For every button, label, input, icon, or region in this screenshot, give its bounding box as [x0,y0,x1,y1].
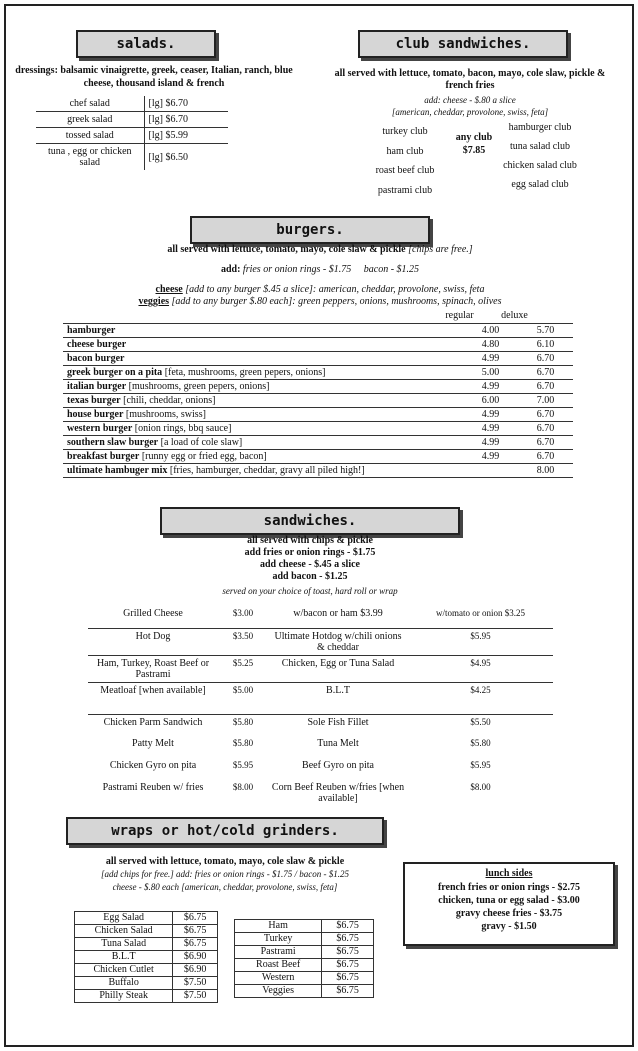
sandwich-cell: $5.80 [232,738,254,748]
salads-table [36,96,228,170]
burgers-served-text: all served with lettuce, tomato, mayo, cole slaw & pickle [167,244,406,255]
club-any-label: any club [455,132,493,143]
wrap-price: $6.75 [173,925,218,938]
burger-row [63,338,573,352]
wrap-name: Tuna Salad [75,938,173,951]
wrap-row [235,985,374,998]
wrap-name: Roast Beef [235,959,322,972]
lunch-sides-box [403,862,615,946]
wraps-served: all served with lettuce, tomato, mayo, cole slaw & pickle [105,856,345,867]
sandwich-cell: Tuna Melt [317,738,359,749]
burger-name: southern slaw burger [67,437,159,448]
sandwich-info-line: add bacon - $1.25 [272,571,348,582]
burger-deluxe: 6.70 [536,353,555,364]
burger-note: [runny egg or fried egg, bacon] [141,451,267,462]
burger-note: [mushrooms, swiss] [125,409,206,420]
burger-note: [fries, hamburger, cheddar, gravy all piled high!] [169,465,365,476]
wrap-name: Ham [235,920,322,933]
burger-name-cell [63,436,463,450]
salad-price: $6.70 [165,114,188,125]
burger-regular: 4.00 [481,325,500,336]
burger-name-cell [63,380,463,394]
sandwich-row [88,682,553,714]
burger-row [63,366,573,380]
salad-size: [lg] [148,151,163,163]
burger-name-cell [63,338,463,352]
sandwich-info-line: add cheese - $.45 a slice [260,559,360,570]
wrap-row [75,990,218,1003]
lunch-sides-list [405,881,613,933]
wrap-price: $6.75 [322,972,374,985]
burger-name: texas burger [67,395,121,406]
sandwich-row [88,736,553,758]
sandwiches-table [88,606,553,806]
club-cheese-list: [american, cheddar, provolone, swiss, feta] [391,107,549,117]
sandwich-cell: $5.25 [232,657,254,668]
sandwich-info-line: add fries or onion rings - $1.75 [244,547,376,558]
sandwich-row [88,714,553,736]
sandwich-cell: B.L.T [326,684,350,696]
burger-regular: 4.99 [481,423,500,434]
wrap-price: $6.90 [173,951,218,964]
club-item: turkey club [382,126,428,137]
club-item: chicken salad club [503,160,577,171]
burger-name-cell [63,450,463,464]
burger-row [63,324,573,338]
burger-row [63,450,573,464]
burgers-col-deluxe: deluxe [501,310,528,321]
burger-row [63,380,573,394]
burger-name: cheese burger [67,339,127,350]
burger-name: hamburger [67,325,116,336]
burger-name: greek burger on a pita [67,367,163,378]
burger-name-cell [63,408,463,422]
wrap-name: Philly Steak [75,990,173,1003]
salad-name: chef salad [69,98,110,109]
burgers-cheese-label: cheese [155,284,183,295]
burgers-table [63,323,573,478]
burger-note: [a load of cole slaw] [160,437,243,448]
burger-regular: 6.00 [481,395,500,406]
salad-row [36,112,228,128]
club-any-price: $7.85 [462,145,486,156]
wrap-name: Chicken Salad [75,925,173,938]
burger-deluxe: 6.70 [536,451,555,462]
sandwich-cell: $5.80 [232,716,254,727]
sandwich-cell: Grilled Cheese [123,608,183,619]
salad-row [36,96,228,112]
wrap-name: Chicken Cutlet [75,964,173,977]
wrap-name: Pastrami [235,946,322,959]
sandwich-cell: Hot Dog [135,630,171,642]
salad-size-price [144,112,228,128]
wrap-price: $6.75 [322,985,374,998]
salad-row [36,128,228,144]
burgers-veggies-line [60,296,580,307]
sandwich-cell: Ultimate Hotdog w/chili onions & cheddar [274,630,402,653]
salad-size-price [144,96,228,112]
burgers-cheese-text: [add to any burger $.45 a slice]: american, cheddar, provolone, swiss, feta [185,284,485,295]
lunch-side-item: gravy cheese fries - $3.75 [455,908,563,919]
club-header: club sandwiches. [358,30,568,58]
sandwich-row [88,758,553,780]
club-add-cheese: add: cheese - $.80 a slice [424,95,516,105]
burger-deluxe: 6.70 [536,367,555,378]
salad-name: tossed salad [65,130,114,141]
wrap-name: Veggies [235,985,322,998]
wrap-price: $6.90 [173,964,218,977]
burger-row [63,394,573,408]
burger-name-cell [63,464,463,478]
sandwich-cell: $5.50 [470,716,491,727]
burgers-add-line [60,264,580,275]
burger-name: bacon burger [67,353,125,364]
wrap-name: Turkey [235,933,322,946]
club-item: ham club [386,145,424,157]
wrap-name: B.L.T [75,951,173,964]
sandwich-cell: $5.80 [470,738,491,748]
burger-regular: 4.99 [481,409,500,420]
wraps-header: wraps or hot/cold grinders. [66,817,384,845]
burger-regular: 4.99 [481,353,500,364]
wrap-name: Western [235,972,322,985]
salad-price: $5.99 [165,130,188,141]
wrap-price: $6.75 [173,938,218,951]
burger-regular [463,464,518,478]
burger-name: western burger [67,423,133,434]
sandwich-cell: Patty Melt [132,738,174,749]
salad-name: greek salad [67,114,113,125]
burgers-header: burgers. [190,216,430,244]
wrap-name: Egg Salad [75,912,173,925]
sandwich-cell: w/bacon or ham $3.99 [293,608,383,619]
wrap-price: $6.75 [322,920,374,933]
wrap-row [75,964,218,977]
sandwich-cell: Corn Beef Reuben w/fries [when available] [271,782,405,804]
sandwich-cell: Beef Gyro on pita [302,760,374,771]
salad-size-price [144,128,228,144]
burger-note: [feta, mushrooms, green pepers, onions] [164,367,326,378]
lunch-side-item: chicken, tuna or egg salad - $3.00 [438,895,580,906]
sandwich-row [88,628,553,655]
wrap-price: $6.75 [322,959,374,972]
burger-deluxe: 5.70 [536,325,555,336]
burger-row [63,352,573,366]
salads-header: salads. [76,30,216,58]
wrap-price: $7.50 [173,977,218,990]
burger-name: italian burger [67,381,127,392]
wrap-row [235,972,374,985]
burger-deluxe: 6.10 [536,339,555,350]
wrap-row [75,912,218,925]
salad-name: tuna , egg or chicken salad [47,146,132,168]
wraps-cheese: cheese - $.80 each [american, cheddar, provolone, swiss, feta] [112,882,338,892]
sandwich-cell: $5.95 [470,630,491,641]
sandwiches-note: served on your choice of toast, hard roll or wrap [222,586,398,596]
lunch-sides-title: lunch sides [485,868,533,879]
burger-note: [chili, cheddar, onions] [123,395,216,406]
salad-price: $6.70 [165,98,188,109]
wrap-row [235,920,374,933]
wrap-row [75,951,218,964]
burger-row [63,464,573,478]
burger-name-cell [63,324,463,338]
burgers-cheese-line [60,284,580,295]
salad-size: [lg] [148,98,163,109]
wrap-row [235,946,374,959]
salad-size: [lg] [148,114,163,125]
salad-row [36,144,228,171]
sandwich-row [88,606,553,628]
burger-deluxe: 6.70 [536,409,555,420]
sandwich-cell: $4.95 [470,657,491,668]
sandwich-cell: $8.00 [470,782,491,792]
sandwich-row [88,780,553,806]
burgers-served [60,244,580,255]
wrap-row [235,933,374,946]
burger-name-cell [63,394,463,408]
lunch-side-item: gravy - $1.50 [481,921,537,932]
wrap-price: $7.50 [173,990,218,1003]
burger-row [63,422,573,436]
burger-regular: 5.00 [481,367,500,378]
burger-name-cell [63,352,463,366]
wrap-price: $6.75 [322,946,374,959]
burger-row [63,436,573,450]
sandwich-cell: $4.25 [470,684,491,695]
salad-size-price [144,144,228,171]
sandwich-cell: Chicken, Egg or Tuna Salad [281,657,395,669]
burger-deluxe: 8.00 [536,465,555,476]
wrap-price: $6.75 [173,912,218,925]
salads-dressings: dressings: balsamic vinaigrette, greek, ceaser, Italian, ranch, blue cheese, thousand island & french [15,65,293,89]
burger-regular: 4.99 [481,451,500,462]
burgers-col-regular: regular [445,310,474,321]
wrap-price: $6.75 [322,933,374,946]
burger-regular: 4.99 [481,381,500,392]
sandwich-cell: $3.00 [232,608,254,618]
club-right-list [500,118,580,194]
burger-deluxe: 6.70 [536,437,555,448]
sandwich-info-line: all served with chips & pickle [247,535,373,546]
burger-regular: 4.99 [481,437,500,448]
wraps-add: [add chips for free.] add: fries or onion rings - $1.75 / bacon - $1.25 [101,869,349,879]
burger-row [63,408,573,422]
burger-name: breakfast burger [67,451,140,462]
club-item: egg salad club [511,179,569,190]
wraps-left-table [74,911,218,1003]
burgers-add-label: add: [220,264,241,275]
sandwich-cell: Chicken Parm Sandwich [103,716,203,728]
burger-name: ultimate hambuger mix [67,465,168,476]
sandwich-cell: Chicken Gyro on pita [109,760,197,771]
burgers-veggies-text: [add to any burger $.80 each]: green peppers, onions, mushrooms, spinach, olives [171,296,502,307]
club-served: all served with lettuce, tomato, bacon, mayo, cole slaw, pickle & french fries [334,68,606,91]
wrap-name: Buffalo [75,977,173,990]
sandwich-cell: $5.95 [470,760,491,770]
burger-deluxe: 6.70 [536,423,555,434]
burger-name-cell [63,366,463,380]
club-item: roast beef club [375,165,435,176]
salad-size: [lg] [148,130,163,141]
burger-regular: 4.80 [481,339,500,350]
sandwiches-header: sandwiches. [160,507,460,535]
wrap-row [235,959,374,972]
sandwich-cell: w/tomato or onion $3.25 [436,608,525,618]
wrap-row [75,938,218,951]
salad-price: $6.50 [165,151,188,163]
sandwich-cell: $5.00 [232,684,254,695]
wrap-row [75,977,218,990]
club-item: pastrami club [377,184,433,196]
lunch-side-item: french fries or onion rings - $2.75 [437,882,581,893]
burger-note: [mushrooms, green pepers, onions] [128,381,270,392]
wrap-row [75,925,218,938]
sandwich-cell: Meatloaf [when available] [100,684,206,696]
club-item: hamburger club [508,122,572,133]
burger-deluxe: 6.70 [536,381,555,392]
sandwich-cell: $8.00 [232,782,254,792]
sandwich-cell: Sole Fish Fillet [307,716,369,728]
sandwich-cell: $5.95 [232,760,254,770]
club-item: tuna salad club [510,141,570,152]
burger-deluxe: 7.00 [536,395,555,406]
burger-name: house burger [67,409,124,420]
sandwich-cell: $3.50 [232,630,254,641]
burger-name-cell [63,422,463,436]
sandwich-row [88,655,553,682]
sandwich-cell: Ham, Turkey, Roast Beef or Pastrami [96,657,210,680]
sandwiches-info [190,535,430,583]
burgers-veggies-label: veggies [138,296,170,307]
sandwich-cell: Pastrami Reuben w/ fries [102,782,204,793]
burgers-served-note: [chips are free.] [408,244,473,255]
wraps-right-table [234,919,374,998]
burgers-add-text: fries or onion rings - $1.75 bacon - $1.25 [242,264,420,275]
club-left-list [360,122,450,200]
burger-note: [onion rings, bbq sauce] [134,423,232,434]
